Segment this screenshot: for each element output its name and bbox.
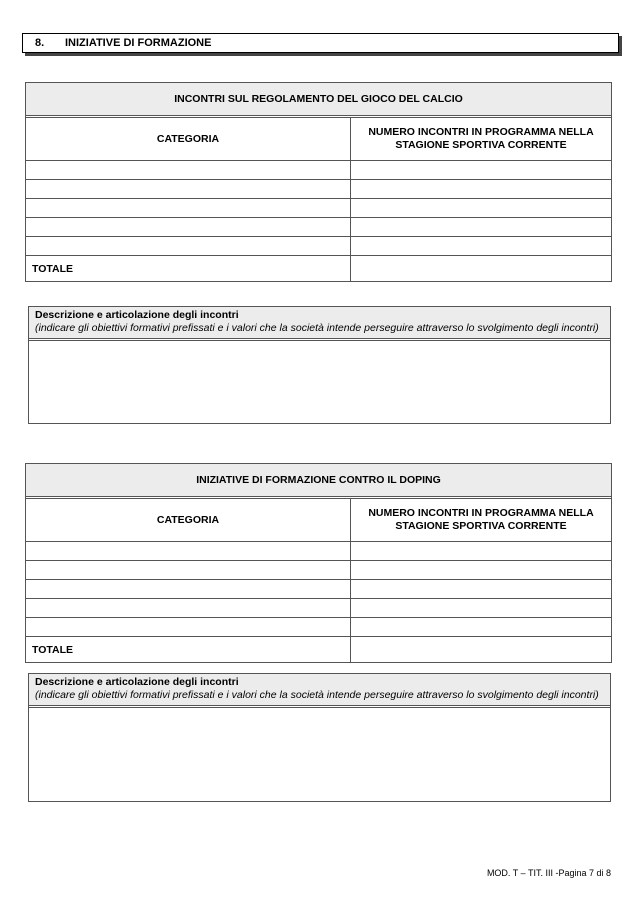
page-footer: MOD. T – TIT. III -Pagina 7 di 8 xyxy=(486,868,611,878)
total-label: TOTALE xyxy=(26,256,351,281)
section-header xyxy=(22,33,619,53)
description-instructions: (indicare gli obiettivi formativi prefissati e i valori che la società intende perseguire attraverso lo svolgimento degli incontri) xyxy=(35,322,599,334)
meetings-count-cell[interactable] xyxy=(351,599,611,617)
column-header-category: CATEGORIA xyxy=(26,499,351,541)
table-title: INIZIATIVE DI FORMAZIONE CONTRO IL DOPING xyxy=(26,464,611,497)
meetings-count-cell[interactable] xyxy=(351,618,611,636)
column-header-meetings: NUMERO INCONTRI IN PROGRAMMA NELLA STAGIONE SPORTIVA CORRENTE xyxy=(368,126,594,151)
description-instructions: (indicare gli obiettivi formativi prefissati e i valori che la società intende perseguire attraverso lo svolgimento degli incontri) xyxy=(35,689,599,701)
meetings-count-cell[interactable] xyxy=(351,180,611,198)
category-cell[interactable] xyxy=(26,237,351,255)
column-header-meetings: NUMERO INCONTRI IN PROGRAMMA NELLA STAGIONE SPORTIVA CORRENTE xyxy=(368,507,594,532)
table-title: INCONTRI SUL REGOLAMENTO DEL GIOCO DEL CALCIO xyxy=(26,83,611,116)
table-row xyxy=(26,542,611,561)
meetings-table-rules xyxy=(25,82,612,282)
column-header-category: CATEGORIA xyxy=(26,118,351,160)
description-text-area[interactable] xyxy=(29,708,610,801)
total-value-cell[interactable] xyxy=(351,256,611,281)
category-cell[interactable] xyxy=(26,180,351,198)
description-header xyxy=(29,307,610,339)
category-cell[interactable] xyxy=(26,542,351,560)
section-title: INIZIATIVE DI FORMAZIONE xyxy=(65,37,212,49)
meetings-count-cell[interactable] xyxy=(351,237,611,255)
description-box-doping xyxy=(28,673,611,802)
category-cell[interactable] xyxy=(26,561,351,579)
table-row xyxy=(26,180,611,199)
description-header xyxy=(29,674,610,706)
total-label: TOTALE xyxy=(26,637,351,662)
category-cell[interactable] xyxy=(26,580,351,598)
category-cell[interactable] xyxy=(26,618,351,636)
description-title: Descrizione e articolazione degli incontri xyxy=(35,309,239,321)
total-row xyxy=(26,256,611,281)
table-row xyxy=(26,618,611,637)
meetings-table-doping xyxy=(25,463,612,663)
table-row xyxy=(26,161,611,180)
meetings-count-cell[interactable] xyxy=(351,561,611,579)
section-number: 8. xyxy=(35,37,45,49)
description-text-area[interactable] xyxy=(29,341,610,423)
table-row xyxy=(26,199,611,218)
table-row xyxy=(26,561,611,580)
category-cell[interactable] xyxy=(26,199,351,217)
category-cell[interactable] xyxy=(26,161,351,179)
table-row xyxy=(26,237,611,256)
description-box-rules xyxy=(28,306,611,424)
category-cell[interactable] xyxy=(26,218,351,236)
meetings-count-cell[interactable] xyxy=(351,161,611,179)
total-value-cell[interactable] xyxy=(351,637,611,662)
meetings-count-cell[interactable] xyxy=(351,542,611,560)
meetings-count-cell[interactable] xyxy=(351,218,611,236)
table-header-row xyxy=(26,118,611,161)
table-row xyxy=(26,599,611,618)
table-header-row xyxy=(26,499,611,542)
meetings-count-cell[interactable] xyxy=(351,199,611,217)
category-cell[interactable] xyxy=(26,599,351,617)
table-row xyxy=(26,580,611,599)
description-title: Descrizione e articolazione degli incontri xyxy=(35,676,239,688)
total-row xyxy=(26,637,611,662)
meetings-count-cell[interactable] xyxy=(351,580,611,598)
table-row xyxy=(26,218,611,237)
